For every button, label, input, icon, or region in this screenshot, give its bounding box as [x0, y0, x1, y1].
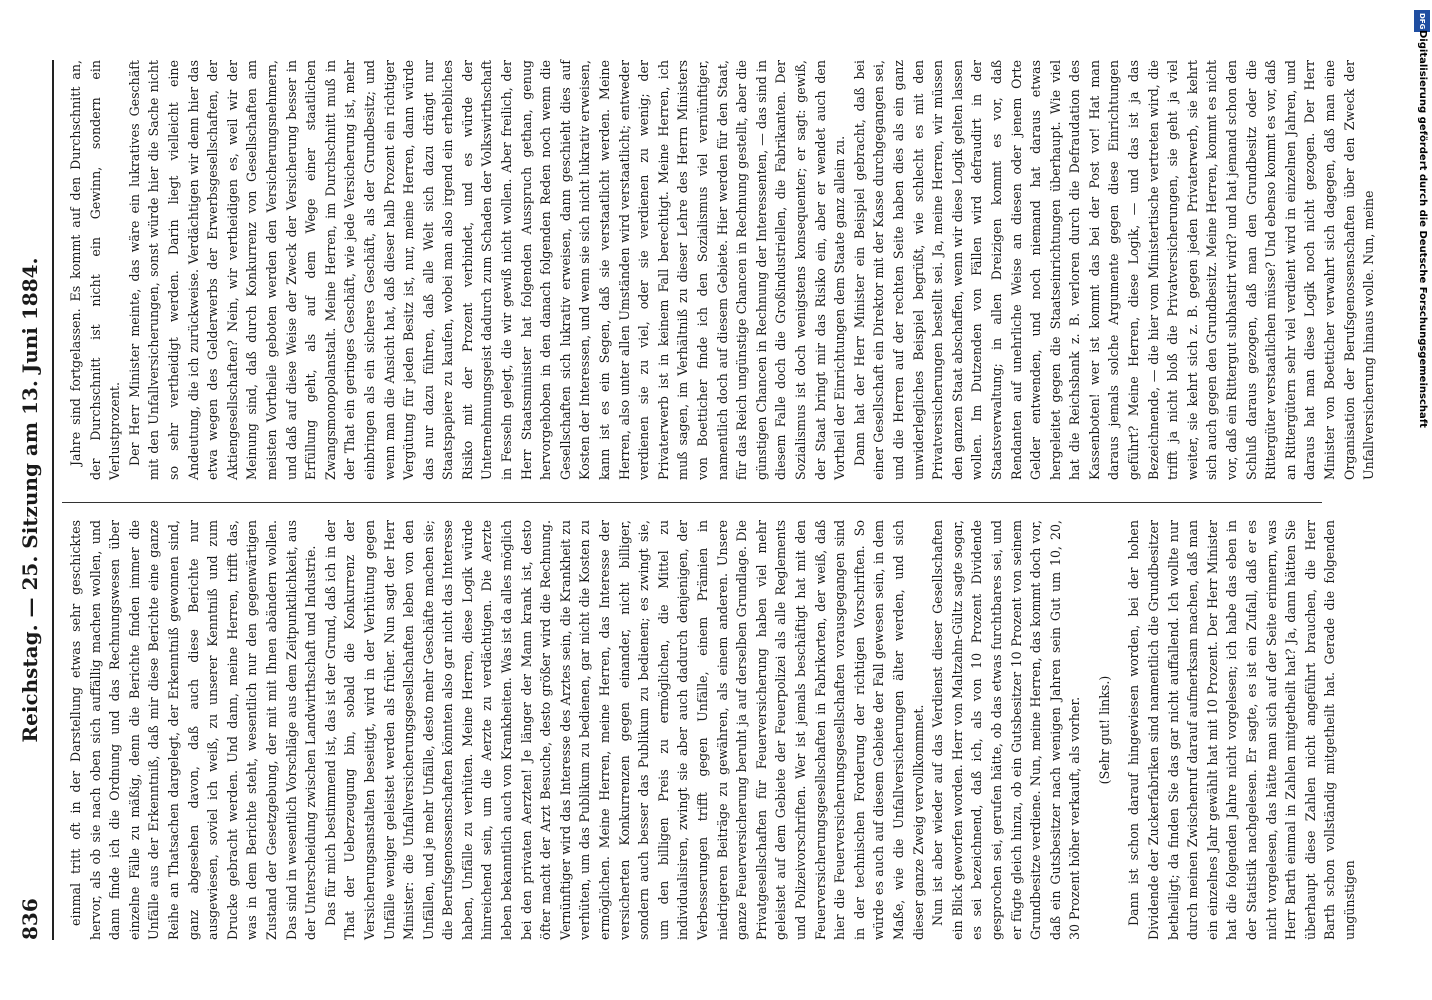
- running-head: Reichstag. — 25. Sitzung am 13. Juni 1884.: [18, 257, 42, 743]
- paragraph: Dann ist schon darauf hingewiesen worden, bei der hohen Dividende der Zuckerfabriken sind namentlich die Grundbesitzer betheiligt; da finden Sie das gar nicht auffallend. Ich wollte nur durch meinen Zwischenruf darauf aufmerksam machen, daß man ein einzelnes Jahr gewählt hat mit 10 Prozent. Der Herr Minister hat die folgenden Jahre nicht vorgelesen; ich habe das eben in der Statistik nachgelesen. Er sagte, es ist ein Zufall, daß er es nicht vorgelesen, das hätte man sich auf der Seite erinnern, was Herr Barth einmal in Zahlen mitgetheilt hat? Ja, dann hätten Sie überhaupt diese Zahlen nicht angeführt brauchen, die Herr Barth schon vollständig mitgetheilt hat. Gerade die folgenden ungünstigen: [1126, 520, 1357, 940]
- page-header: [18, 60, 48, 940]
- interjection: (Sehr gut! links.): [1096, 675, 1112, 785]
- dfg-logo: DFG: [1414, 10, 1430, 32]
- left-column: [66, 520, 1366, 940]
- page-number: 836: [18, 898, 42, 940]
- paragraph: Dann hat der Herr Minister ein Beispiel gebracht, daß bei einer Gesellschaft ein Direktor mit der Kasse durchgegangen sei, und die Herren auf der rechten Seite haben dies als ein ganz unwiderlegliches Beispiel begrüßt, wie schlecht es mit den Privatversicherungen bestellt sei. Ja, meine Herren, wir müssen den ganzen Staat abschaffen, wenn wir diese Logik gelten lassen wollen. Im Dutzenden von Fällen wird defraudirt in der Staatsverwaltung; in allen Dreizigen kommt es vor, daß Rendanten auf unehrliche Weise an diesen oder jenem Orte Gelder entwenden, und noch niemand hat daraus etwas hergeleitet gegen die Staatseinrichtungen überhaupt. Wie viel hat die Reichsbank z. B. verloren durch die Defraudation des Kassenboten! wer ist kommt das bei der Post vor! Hat man daraus jemals solche Argumente gegen diese Einrichtungen geführt? Meine Herren, diese Logik, — und das ist ja das Bezeichnende, — die hier vom Ministertische vertreten wird, die trifft ja nicht bloß die Privatversicherungen, sie geht ja viel weiter, sie kehrt sich z. B. gegen jeden Privaterwerb, sie kehrt sich auch gegen den Grundbesitz. Meine Herren, kommt es nicht vor, daß ein Rittergut subhastirt wird? und hat jemand schon den Schluß daraus gezogen, daß man den Grundbesitz oder die Rittergüter verstaatlichen müsse? Und ebenso kommt es vor, daß an Rittergütern sehr viel verdient wird in einzelnen Jahren, und daraus hat man diese Logik noch nicht gezogen. Der Herr Minister von Boetticher verwahrt sich dagegen, daß man eine Organisation der Berufsgenossenschaften über den Zweck der Unfallversicherung hinaus wolle. Nun, meine: [851, 60, 1377, 480]
- header-rule: [52, 60, 54, 940]
- paragraph: Jahre sind fortgelassen. Es kommt auf den Durchschnitt an, der Durchschnitt ist nicht ein Gewinn, sondern ein Verlustprozent.: [68, 60, 123, 480]
- digitization-credit: Digitalisierung gefördert durch die Deutsche Forschungsgemeinschaft: [1417, 30, 1428, 428]
- paragraph: Das für mich bestimmend ist, das ist der Grund, daß ich in der That der Ueberzeugung bin, sobald die Konkurrenz der Versicherungsanstalten beseitigt, wird in der Verhütung gegen Unfälle weniger geleistet werden als früher. Nun sagt der Herr Minister: die Unfallversicherungsgesellschaften leben von den Unfällen, und je mehr Unfälle, desto mehr Geschäfte machen sie; die Berufsgenossenschaften könnten also gar nicht das Interesse haben, Unfälle zu verhüten. Meine Herren, diese Logik würde hinreichend sein, um die Aerzte zu verdächtigen. Die Aerzte leben bekanntlich auch von Krankheiten. Was ist da alles möglich bei den privaten Aerzten! Je länger der Mann krank ist, desto öfter macht der Arzt Besuche, desto größer wird die Rechnung. Vernünftiger wird das Interesse des Arztes sein, die Krankheit zu verhüten, um das Publikum zu bedienen, gar nicht die Kosten zu ermöglichen. Meine Herren, meine Herren, das Interesse der versicherten Konkurrenzen gegen einander, nicht billiger, sondern auch besser das Publikum zu bedienen; es zwingt sie, um den billigen Preis zu ermöglichen, die Mittel zu individualisiren, zwingt sie aber auch dadurch denjenigen, der Verbesserungen trifft gegen Unfälle, einem Prämien in niedrigeren Beiträge zu gewähren, als einem anderen. Unsere ganze Feuerversicherung beruht ja auf derselben Grundlage. Die Privatgesellschaften für Feuerversicherung haben viel mehr geleistet auf dem Gebiete der Feuerpolizei als alle Reglements und Polizeivorschriften. Wer ist jemals beschäftigt hat mit den Feuerversicherungsgesellschaften in Fabrikorten, der weiß, daß hier die Feuerversicherungsgesellschaften vorausgegangen sind in der technischen Forderung der richtigen Vorschriften. So würde es auch auf diesem Gebiete der Fall gewesen sein, in dem Maße, wie die Unfallversicherungen älter werden, und sich dieser ganze Zweig vervollkommnet.: [322, 519, 926, 940]
- paragraph: Der Herr Minister meinte, das wäre ein lukratives Geschäft mit den Unfallversicherungen, sonst würde hier die Sache nicht so sehr vertheidigt werden. Darin liegt vielleicht eine Andeutung, die ich zurückweise. Verdächtigen wir denn hier das etwa wegen des Gelderwerbs der Erwerbsgesellschaften, der Aktiengesellschaften? Nein, wir vertheidigen es, weil wir der Meinung sind, daß durch Konkurrenz von Gesellschaften am meisten Vortheile geboten werden den Versicherungsnehmern, und daß auf diese Weise der Zweck der Versicherung besser in Erfüllung geht, als auf dem Wege einer staatlichen Zwangsmonopolanstalt. Meine Herren, im Durchschnitt muß in der That ein geringes Geschäft, wie jede Versicherung ist, mehr einbringen als ein sicheres Geschäft, als der Grundbesitz; und wenn man die Ansicht hat, daß dieser halb Prozent ein richtiger Vergütung für jeden Besitz ist, nur, meine Herren, dann würde das nur dazu führen, daß alle Welt sich dazu drängt nur Staatspapiere zu kaufen, wobei man also irgend ein erhebliches Risiko mit der Prozent verbindet, und es würde der Unternehmungsgeist dadurch zum Schaden der Volkswirthschaft in Fesseln gelegt, die wir gewiß nicht wollen. Aber freilich, der Herr Staatsminister hat folgenden Ausspruch gethan, genug hervorgehoben in den danach folgenden Reden noch wenn die Gesellschaften sich lukrativ erweisen, dann geschieht dies auf Kosten der Interessen, und wenn sie sich nicht lukrativ erweisen, kann ist es ein Segen, daß sie verstaatlicht werden. Meine Herren, also unter allen Umständen wird verstaatlicht; entweder verdienen sie zu viel, oder sie verdienen zu wenig; der Privaterwerb ist in keinem Fall berechtigt. Meine Herren, ich muß sagen, im Verhältniß zu dieser Lehre des Herrn Ministers von Boetticher finde ich den Sozialismus viel vernünftiger, namentlich doch auf diesem Gebiete. Hier werden für den Staat, für das Reich ungünstige Chancen in Rechnung gestellt, aber die günstigen Chancen in Rechnung der Interessenten, — das sind in diesem Falle doch die Großindustriellen, die Fabrikanten. Der Sozialismus ist doch wenigstens konsequenter; er sagt: gewiß, der Staat bringt mir das Risiko ein, aber er wendet auch den Vortheil der Einrichtungen dem Staate ganz allein zu.: [126, 60, 848, 480]
- column-divider: [62, 502, 1322, 503]
- paragraph: Nun ist aber wieder auf das Verdienst dieser Gesellschaften ein Blick geworfen worden. Herr von Maltzahn-Gültz sagte sogar, es sei bezeichnend, daß ich, als von 10 Prozent Dividende gesprochen sei, gerufen hätte, ob das etwas furchtbares sei, und er fügte gleich hinzu, ob ein Gutsbesitzer 10 Prozent von seinem Grundbesitze verdiene. Nun, meine Herren, das kommt doch vor, daß ein Gutsbesitzer nach wenigen Jahren sein Gut um 10, 20, 30 Prozent höher verkauft, als vorher.: [930, 520, 1083, 940]
- paragraph: einmal tritt oft in der Darstellung etwas sehr geschicktes hervor, als ob sie nach oben sich auffällig machen wollen, und dann finde ich die Ordnung und das Rechnungswesen über einzelne Fälle zu mäßig, denn die Berichte finden immer die Unfälle aus der Erkenntniß, daß mir diese Berichte eine ganze Reihe an Thatsachen dargelegt, der Erkenntniß gewonnen sind, ganz abgesehen davon, daß auch diese Berichte nur ausgewiesen, soviel ich weiß, zu unserer Kenntniß und zum Drucke gebracht werden. Und dann, meine Herren, trifft das, was in dem Berichte steht, wesentlich nur den gegenwärtigen Zustand der Gesetzgebung, der mit mit Ihnen abändern wollen. Das sind in wesentlich Vorschläge aus dem Zeitpunktlichkeit, aus der Unterscheidung zwischen Landwirthschaft und Industrie.: [68, 520, 319, 940]
- right-column: [66, 60, 1377, 480]
